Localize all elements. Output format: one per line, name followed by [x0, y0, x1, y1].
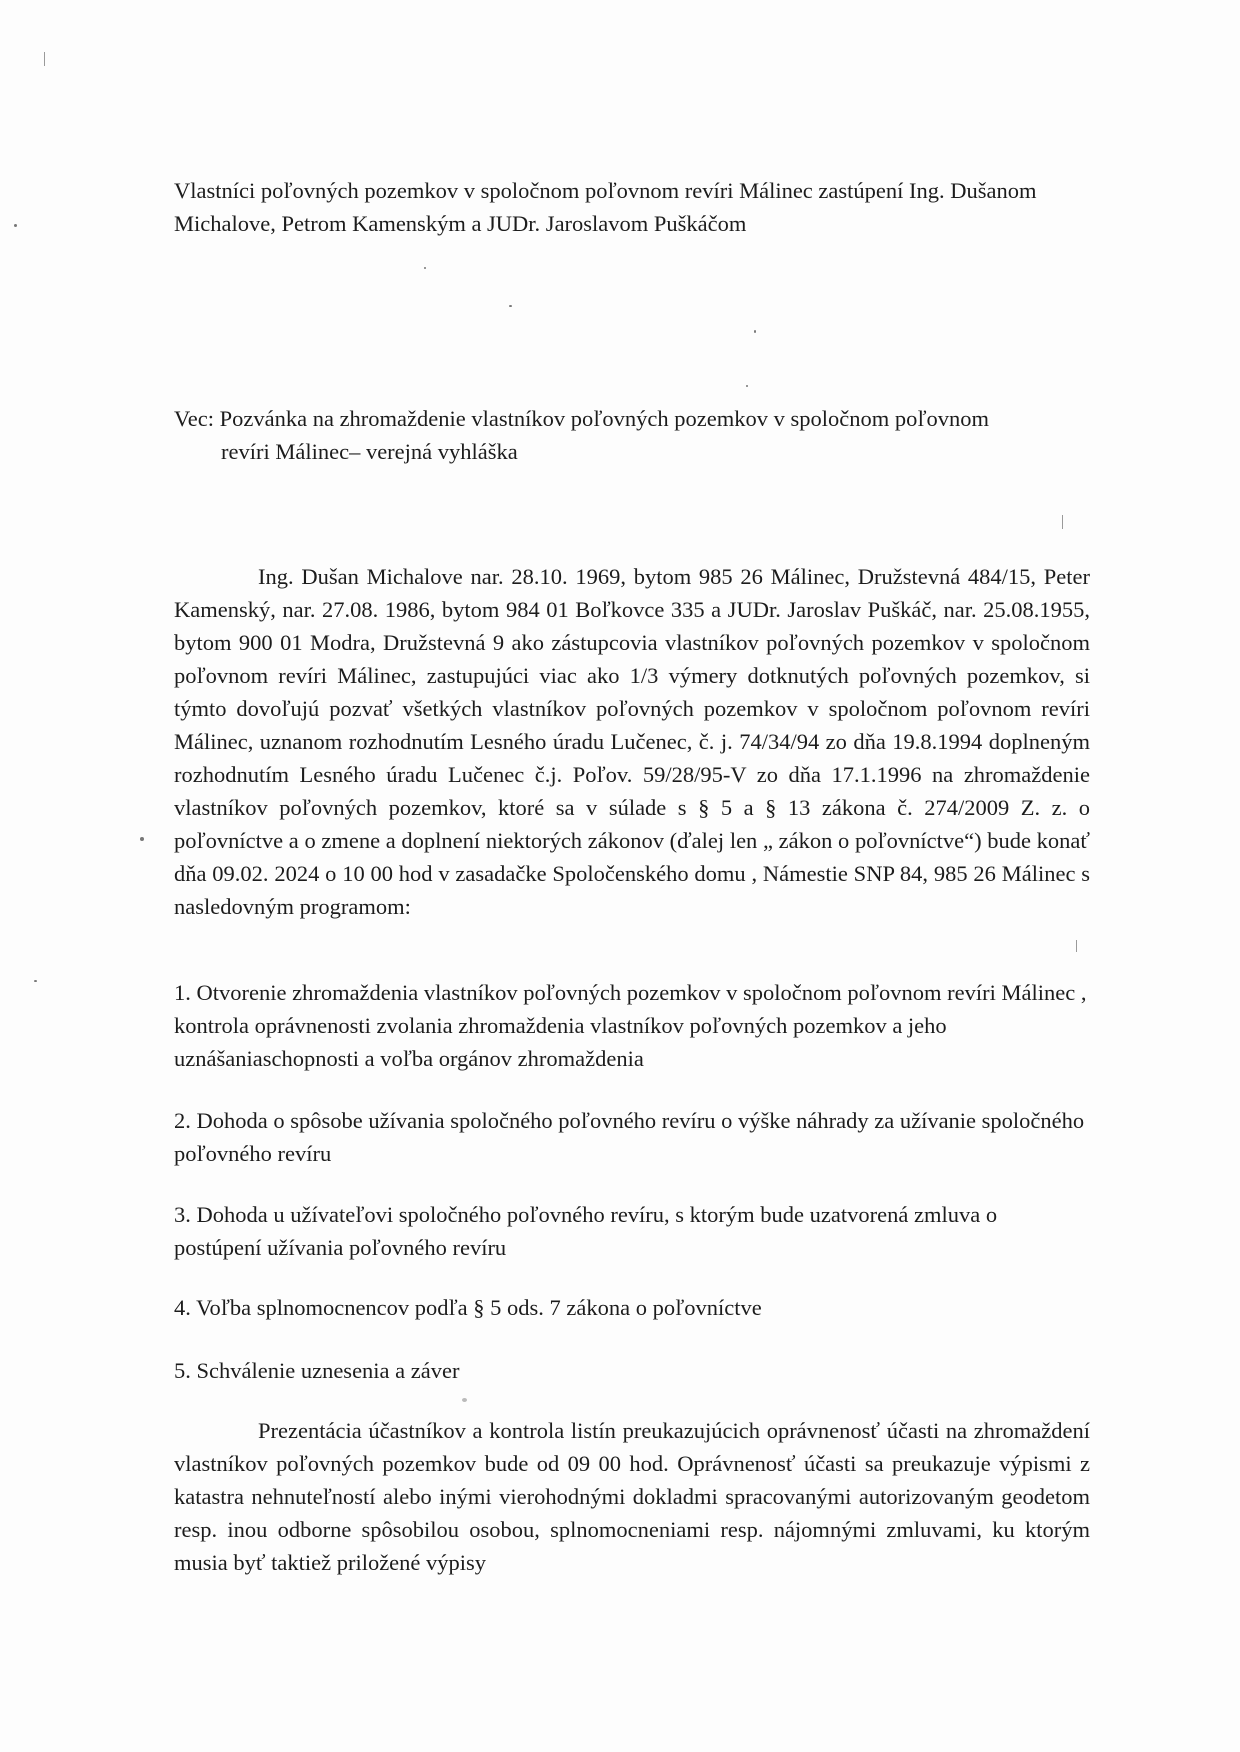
- closing-paragraph: Prezentácia účastníkov a kontrola listín preukazujúcich oprávnenosť účasti na zhromaždení vlastníkov poľovných pozemkov bude od 09 00 hod. Oprávnenosť účasti sa preukazuje výpismi z katastra nehnuteľností alebo inými vierohodnými dokladmi spracovanými autorizovaným geodetom resp. inou odborne spôsobilou osobou, splnomocneniami resp. nájomnými zmluvami, ku ktorým musia byť taktiež priložené výpisy: [174, 1418, 1090, 1575]
- scan-speck: [140, 837, 144, 841]
- subject-heading: [174, 402, 1090, 468]
- subject-line-2: revíri Málinec– verejná vyhláška: [221, 439, 518, 464]
- scan-speck: [462, 1398, 467, 1402]
- scan-speck: [746, 385, 748, 387]
- scan-mark: [1076, 940, 1077, 952]
- scan-speck: [754, 330, 756, 333]
- scan-speck: [509, 305, 512, 307]
- agenda-item-3: 3. Dohoda u užívateľovi spoločného poľovného revíru, s ktorým bude uzatvorená zmluva o postúpení užívania poľovného revíru: [174, 1202, 998, 1260]
- scan-mark: [1062, 515, 1063, 529]
- agenda-item-4: 4. Voľba splnomocnencov podľa § 5 ods. 7 zákona o poľovníctve: [174, 1295, 762, 1320]
- sender-address: Vlastníci poľovných pozemkov v spoločnom poľovnom revíri Málinec zastúpení Ing. Dušanom Michalove, Petrom Kamenským a JUDr. Jaroslavom Puškáčom: [174, 178, 1037, 236]
- agenda-item-5: 5. Schválenie uznesenia a záver: [174, 1358, 460, 1383]
- subject-line-1: Vec: Pozvánka na zhromaždenie vlastníkov poľovných pozemkov v spoločnom poľovnom: [174, 406, 989, 431]
- scan-speck: [34, 980, 37, 982]
- agenda-item-2: 2. Dohoda o spôsobe užívania spoločného poľovného revíru o výške náhrady za užívanie spoločného poľovného revíru: [174, 1108, 1085, 1166]
- agenda-item-1: 1. Otvorenie zhromaždenia vlastníkov poľovných pozemkov v spoločnom poľovnom revíri Málinec , kontrola oprávnenosti zvolania zhromaždenia vlastníkov poľovných pozemkov a jeho uznášaniaschopnosti a voľba orgánov zhromaždenia: [174, 980, 1087, 1071]
- scan-mark: [44, 52, 45, 66]
- intro-paragraph: Ing. Dušan Michalove nar. 28.10. 1969, bytom 985 26 Málinec, Družstevná 484/15, Peter Kamenský, nar. 27.08. 1986, bytom 984 01 Boľkovce 335 a JUDr. Jaroslav Puškáč, nar. 25.08.1955, bytom 900 01 Modra, Družstevná 9 ako zástupcovia vlastníkov poľovných pozemkov v spoločnom poľovnom revíri Málinec, zastupujúci viac ako 1/3 výmery dotknutých poľovných pozemkov, si týmto dovoľujú pozvať všetkých vlastníkov poľovných pozemkov v spoločnom poľovnom revíri Málinec, uznanom rozhodnutím Lesného úradu Lučenec, č. j. 74/34/94 zo dňa 19.8.1994 doplneným rozhodnutím Lesného úradu Lučenec č.j. Poľov. 59/28/95-V zo dňa 17.1.1996 na zhromaždenie vlastníkov poľovných pozemkov, ktoré sa v súlade s § 5 a § 13 zákona č. 274/2009 Z. z. o poľovníctve a o zmene a doplnení niektorých zákonov (ďalej len „ zákon o poľovníctve“) bude konať dňa 09.02. 2024 o 10 00 hod v zasadačke Spoločenského domu , Námestie SNP 84, 985 26 Málinec s nasledovným programom:: [174, 564, 1090, 919]
- scan-speck: [14, 224, 17, 227]
- scan-speck: [424, 267, 426, 269]
